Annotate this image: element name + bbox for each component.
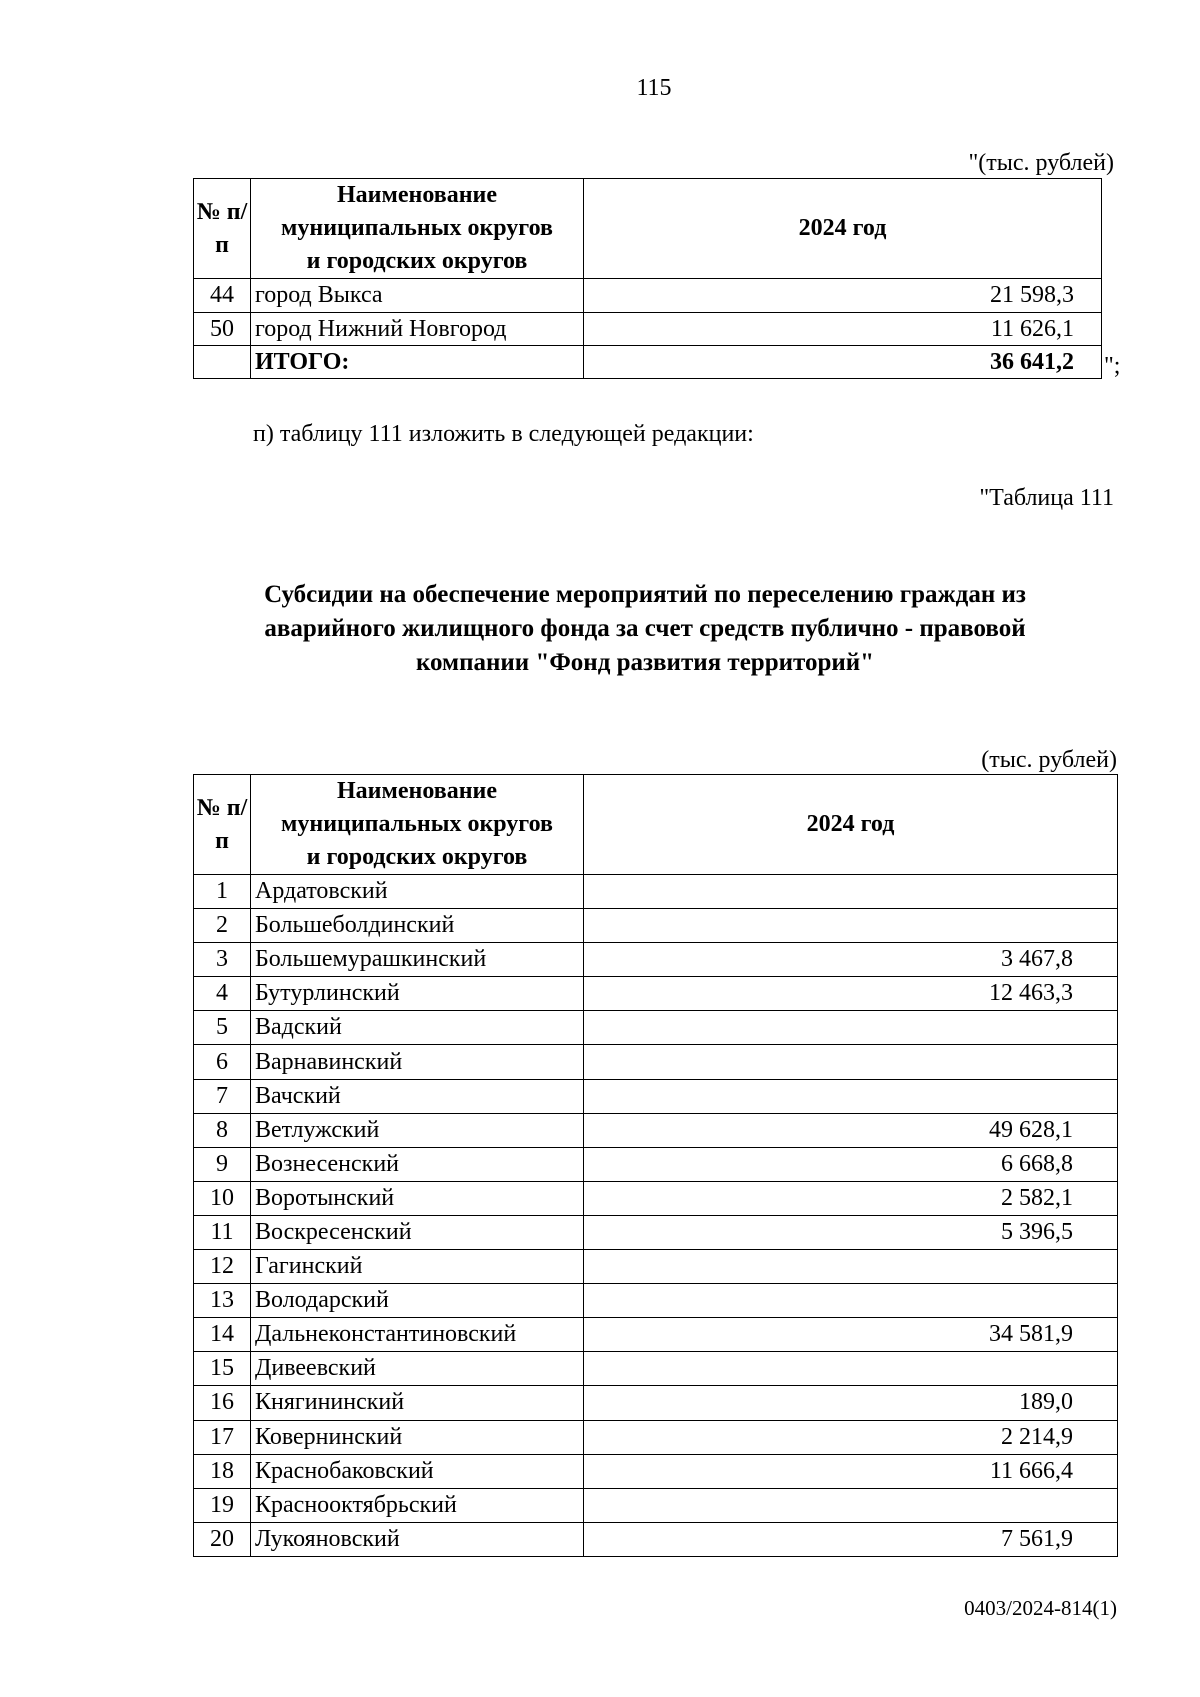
table-row	[194, 1011, 1118, 1045]
title-line: компании "Фонд развития территорий"	[415, 649, 875, 676]
row-value	[584, 1488, 1118, 1522]
previous-table	[193, 178, 1102, 379]
table-row	[194, 1352, 1118, 1386]
row-num: 5	[194, 1011, 251, 1045]
row-name: Дивеевский	[251, 1352, 584, 1386]
row-num: 19	[194, 1488, 251, 1522]
table-header-row	[194, 179, 1102, 279]
row-name: Краснобаковский	[251, 1454, 584, 1488]
row-num: 44	[194, 279, 251, 313]
row-name: Лукояновский	[251, 1522, 584, 1556]
closing-quote: ";	[1104, 353, 1121, 379]
header-name	[251, 179, 584, 279]
row-name: Вадский	[251, 1011, 584, 1045]
row-name: Варнавинский	[251, 1045, 584, 1079]
row-name: Ковернинский	[251, 1420, 584, 1454]
units-label: "(тыс. рублей)	[968, 150, 1114, 176]
row-num: 18	[194, 1454, 251, 1488]
row-name: город Выкса	[251, 279, 584, 313]
row-name: Гагинский	[251, 1250, 584, 1284]
row-name: Володарский	[251, 1284, 584, 1318]
header-name-line: Наименование	[337, 778, 497, 804]
title-line: аварийного жилищного фонда за счет средств публично - правовой	[264, 615, 1026, 642]
row-value: 2 214,9	[584, 1420, 1118, 1454]
row-name: Бутурлинский	[251, 977, 584, 1011]
row-num: 10	[194, 1181, 251, 1215]
table-row	[194, 1147, 1118, 1181]
row-num: 3	[194, 943, 251, 977]
table-title	[150, 578, 1140, 680]
table-row	[194, 875, 1118, 909]
row-name: Большеболдинский	[251, 909, 584, 943]
row-name: Княгининский	[251, 1386, 584, 1420]
subsidies-table	[193, 774, 1118, 1557]
row-name: Ардатовский	[251, 875, 584, 909]
units-label: (тыс. рублей)	[981, 747, 1117, 773]
row-num: 4	[194, 977, 251, 1011]
row-value: 5 396,5	[584, 1215, 1118, 1249]
table-row	[194, 1215, 1118, 1249]
row-num: 11	[194, 1215, 251, 1249]
row-num: 16	[194, 1386, 251, 1420]
row-value: 21 598,3	[584, 279, 1102, 313]
table-row	[194, 1181, 1118, 1215]
table-row	[194, 1488, 1118, 1522]
table-row	[194, 1284, 1118, 1318]
row-name: Воскресенский	[251, 1215, 584, 1249]
row-name: Краснооктябрьский	[251, 1488, 584, 1522]
row-value	[584, 1352, 1118, 1386]
row-name: Вачский	[251, 1079, 584, 1113]
table-row	[194, 1454, 1118, 1488]
title-line: Субсидии на обеспечение мероприятий по переселению граждан из	[264, 581, 1026, 608]
header-num: № п/п	[194, 775, 251, 875]
row-value	[584, 875, 1118, 909]
row-value: 6 668,8	[584, 1147, 1118, 1181]
total-label: ИТОГО:	[251, 346, 584, 379]
row-name: Дальнеконстантиновский	[251, 1318, 584, 1352]
row-value	[584, 1045, 1118, 1079]
row-num: 1	[194, 875, 251, 909]
row-num: 12	[194, 1250, 251, 1284]
row-num: 17	[194, 1420, 251, 1454]
table-row	[194, 1386, 1118, 1420]
row-name: город Нижний Новгород	[251, 313, 584, 346]
row-name: Воротынский	[251, 1181, 584, 1215]
row-value: 2 582,1	[584, 1181, 1118, 1215]
total-row	[194, 346, 1102, 379]
row-value: 11 666,4	[584, 1454, 1118, 1488]
row-value	[584, 1011, 1118, 1045]
header-name-line: и городских округов	[306, 248, 528, 274]
row-name: Вознесенский	[251, 1147, 584, 1181]
row-num: 14	[194, 1318, 251, 1352]
row-num: 2	[194, 909, 251, 943]
row-value	[584, 909, 1118, 943]
header-name-line: муниципальных округов	[281, 811, 553, 837]
table-row	[194, 1113, 1118, 1147]
table-row	[194, 279, 1102, 313]
row-num: 50	[194, 313, 251, 346]
row-value: 49 628,1	[584, 1113, 1118, 1147]
table-row	[194, 313, 1102, 346]
header-name-line: и городских округов	[306, 844, 528, 870]
row-num: 15	[194, 1352, 251, 1386]
table-row	[194, 1079, 1118, 1113]
header-name-line: Наименование	[337, 182, 497, 208]
instruction-text: п) таблицу 111 изложить в следующей редакции:	[253, 421, 754, 447]
row-value: 189,0	[584, 1386, 1118, 1420]
row-num: 6	[194, 1045, 251, 1079]
header-year: 2024 год	[584, 775, 1118, 875]
table-label: "Таблица 111	[979, 485, 1114, 511]
page-number: 115	[636, 75, 672, 101]
row-num: 13	[194, 1284, 251, 1318]
table-row	[194, 909, 1118, 943]
table-row	[194, 943, 1118, 977]
row-value: 11 626,1	[584, 313, 1102, 346]
table-row	[194, 1045, 1118, 1079]
table-row	[194, 1318, 1118, 1352]
header-year: 2024 год	[584, 179, 1102, 279]
total-value: 36 641,2	[584, 346, 1102, 379]
row-name: Большемурашкинский	[251, 943, 584, 977]
table-row	[194, 977, 1118, 1011]
row-num	[194, 346, 251, 379]
row-value	[584, 1284, 1118, 1318]
row-name: Ветлужский	[251, 1113, 584, 1147]
row-num: 7	[194, 1079, 251, 1113]
table-row	[194, 1522, 1118, 1556]
footer-code: 0403/2024-814(1)	[964, 1596, 1117, 1620]
row-num: 9	[194, 1147, 251, 1181]
table-header-row	[194, 775, 1118, 875]
row-num: 20	[194, 1522, 251, 1556]
table-row	[194, 1420, 1118, 1454]
table-row	[194, 1250, 1118, 1284]
row-num: 8	[194, 1113, 251, 1147]
header-name-line: муниципальных округов	[281, 215, 553, 241]
row-value: 3 467,8	[584, 943, 1118, 977]
row-value	[584, 1079, 1118, 1113]
header-num: № п/п	[194, 179, 251, 279]
header-name	[251, 775, 584, 875]
row-value	[584, 1250, 1118, 1284]
row-value: 34 581,9	[584, 1318, 1118, 1352]
row-value: 12 463,3	[584, 977, 1118, 1011]
row-value: 7 561,9	[584, 1522, 1118, 1556]
